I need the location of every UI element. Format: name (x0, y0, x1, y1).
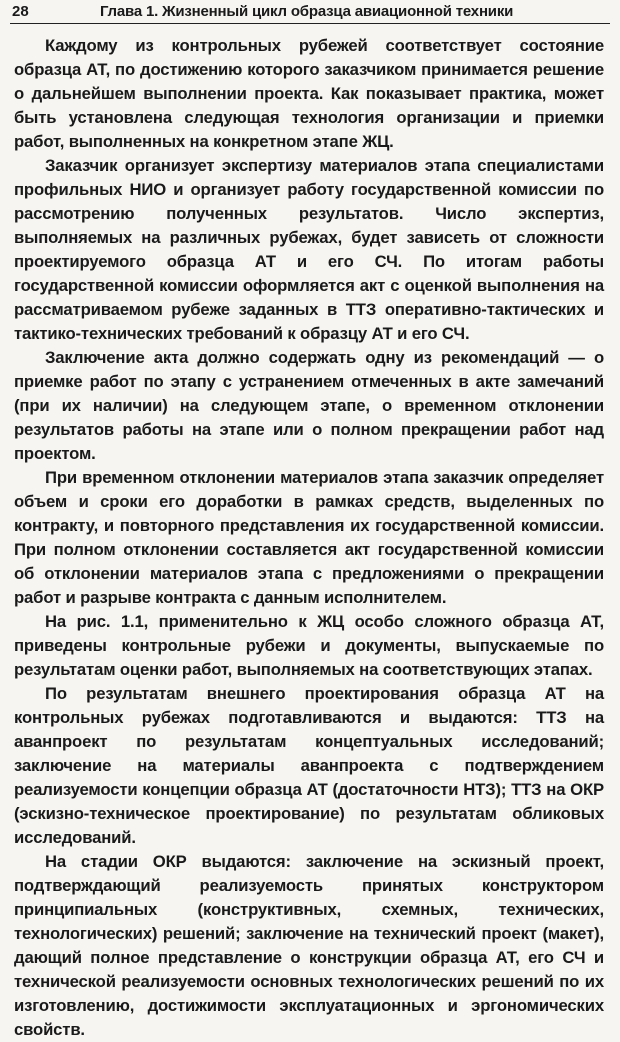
page-number: 28 (12, 3, 29, 20)
paragraph: Заключение акта должно содержать одну из рекомендаций — о приемке работ по этапу с устранением отмеченных в акте замечаний (при их наличии) на следующем этапе, о временном отклонении результатов работы на этапе или о полном прекращении работ над проектом. (14, 348, 604, 463)
paragraph: При временном отклонении материалов этапа заказчик определяет объем и сроки его доработки в рамках средств, выделенных по контракту, и повторного представления их государственной комиссии. При полном отклонении составляется акт государственной комиссии об отклонении материалов этапа с предложениями о прекращении работ и разрыве контракта с данным исполнителем. (14, 468, 604, 607)
header-rule (10, 23, 610, 24)
body-text (14, 34, 604, 1042)
paragraph: Заказчик организует экспертизу материалов этапа специалистами профильных НИО и организует работу государственной комиссии по рассмотрению полученных результатов. Число экспертиз, выполняемых на различных рубежах, будет зависеть от сложности проектируемого образца АТ и его СЧ. По итогам работы государственной комиссии оформляется акт с оценкой выполнения на рассматриваемом рубеже заданных в ТТЗ оперативно-тактических и тактико-технических требований к образцу АТ и его СЧ. (14, 156, 604, 343)
paragraph: На рис. 1.1, применительно к ЖЦ особо сложного образца АТ, приведены контрольные рубежи и документы, выпускаемые по результатам оценки работ, выполняемых на соответствующих этапах. (14, 612, 604, 679)
running-title: Глава 1. Жизненный цикл образца авиационной техники (100, 3, 514, 20)
paragraph: Каждому из контрольных рубежей соответствует состояние образца АТ, по достижению которого заказчиком принимается решение о дальнейшем выполнении проекта. Как показывает практика, может быть установлена следующая технология организации и приемки работ, выполненных на конкретном этапе ЖЦ. (14, 36, 604, 151)
page-header (0, 0, 620, 24)
paragraph: На стадии ОКР выдаются: заключение на эскизный проект, подтверждающий реализуемость принятых конструктором принципиальных (конструктивных, схемных, технических, технологических) решений; заключение на технический проект (макет), дающий полное представление о конструкции образца АТ, его СЧ и технической реализуемости основных технологических решений по их изготовлению, достижимости эксплуатационных и эргономических свойств. (14, 852, 604, 1039)
paragraph: По результатам внешнего проектирования образца АТ на контрольных рубежах подготавливаются и выдаются: ТТЗ на аванпроект по результатам концептуальных исследований; заключение на материалы аванпроекта с подтверждением реализуемости концепции образца АТ (достаточности НТЗ); ТТЗ на ОКР (эскизно-техническое проектирование) по результатам обликовых исследований. (14, 684, 604, 847)
